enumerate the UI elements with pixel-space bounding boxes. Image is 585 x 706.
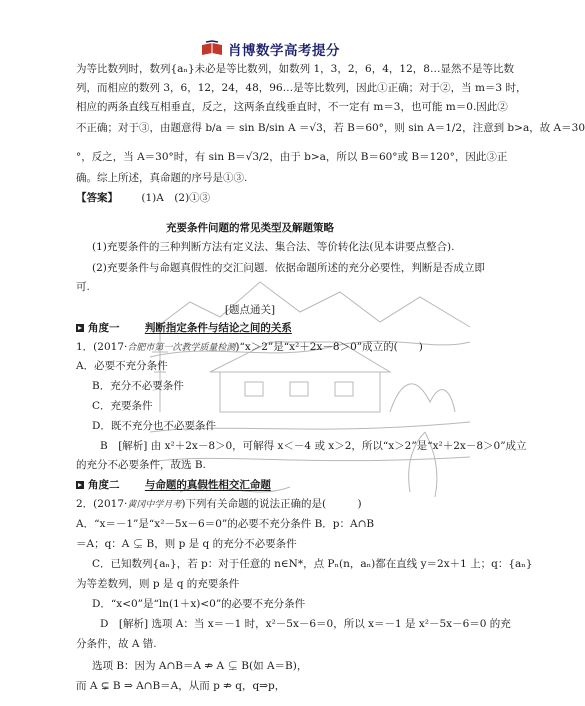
- play-marker-icon: [76, 481, 84, 489]
- q2-option-c2: 为等差数列，则 p 是 q 的充要条件: [76, 578, 240, 590]
- q1-solution-1: B [解析] 由 x²＋2x－8＞0，可解得 x＜－4 或 x＞2，所以“x＞2”是“x²＋2x－8＞0”成立: [100, 440, 527, 452]
- angle1-label: 角度一: [88, 322, 120, 334]
- answer-label: 【答案】: [76, 192, 118, 204]
- answer-line: [76, 191, 460, 205]
- section-p1: (1)充要条件的三种判断方法有定义法、集合法、等价转化法(见本讲要点整合).: [92, 241, 455, 253]
- play-marker-icon: [76, 324, 84, 332]
- drill-title: [题点通关]: [224, 304, 276, 316]
- q1-source: 合肥市第一次教学质量检测: [127, 343, 236, 353]
- prev-line-1: 为等比数列时，数列{aₙ}未必是等比数列，如数列 1，3，2，6，4，12，8…显然不是等比数: [76, 63, 514, 75]
- section-p2a: (2)充要条件与命题真假性的交汇问题．依据命题所述的充分必要性，判断是否成立即: [92, 262, 485, 274]
- q1-number: 1．(2017·: [76, 341, 128, 353]
- q2-stem: [76, 497, 460, 512]
- site-logo: [200, 38, 340, 60]
- answer-value: (1)A (2)①③: [141, 192, 211, 204]
- q2-option-c1: C．已知数列{aₙ}，若 p：对于任意的 n∈N*，点 Pₙ(n，aₙ)都在直线 y＝2x＋1 上；q：{aₙ}: [92, 558, 533, 570]
- q2-solution-2: 分条件，故 A 错.: [76, 638, 157, 650]
- q1-solution-2: 的充分不必要条件，故选 B.: [76, 459, 206, 471]
- q1-option-d: D．既不充分也不必要条件: [92, 420, 216, 432]
- q1-text: )“x＞2”是“x²＋2x－8＞0”成立的( ): [235, 341, 423, 353]
- prev-line-2: 列，而相应的数列 3，6，12，24，48，96…是等比数列，因此①正确；对于②，当 m＝3 时，: [76, 82, 527, 94]
- book-icon: [200, 41, 224, 57]
- q2-solution-3: 选项 B：因为 A∩B＝A ⇏ A ⊊ B(如 A＝B)，: [92, 660, 308, 672]
- q1-stem: [76, 340, 460, 355]
- angle2-label: 角度二: [88, 479, 120, 491]
- angle2-heading: [76, 478, 460, 492]
- q1-option-c: C．充要条件: [92, 400, 153, 412]
- q1-option-a: A．必要不充分条件: [76, 360, 168, 372]
- q2-option-a1: A．“x＝－1”是“x²－5x－6＝0”的必要不充分条件 B．p：A∩B: [76, 518, 375, 530]
- q2-solution-1: D [解析] 选项 A：当 x＝－1 时，x²－5x－6＝0，所以 x＝－1 是 x²－5x－6＝0 的充: [100, 618, 511, 630]
- prev-line-3: 相应的两条直线互相垂直，反之，这两条直线垂直时，不一定有 m＝3，也可能 m＝0.因此②: [76, 101, 508, 113]
- angle1-heading: [76, 321, 460, 335]
- q2-option-d: D．“x<0”是“ln(1＋x)<0”的必要不充分条件: [92, 598, 306, 610]
- q1-option-b: B．充分不必要条件: [92, 380, 184, 392]
- angle2-title: 与命题的真假性相交汇命题: [144, 479, 271, 491]
- q2-text: )下列有关命题的说法正确的是( ): [181, 498, 362, 510]
- section-title: 充要条件问题的常见类型及解题策略: [166, 222, 334, 234]
- q2-number: 2．(2017·: [76, 498, 128, 510]
- prev-line-5: °，反之，当 A＝30°时，有 sin B＝√3/2，由于 b>a，所以 B＝60°或 B＝120°，因此③正: [76, 151, 508, 163]
- q2-option-a2: ＝A；q：A ⊊ B，则 p 是 q 的充分不必要条件: [76, 538, 297, 550]
- prev-line-6: 确。综上所述，真命题的序号是①③.: [76, 172, 248, 184]
- section-p2b: 可.: [76, 281, 90, 293]
- q2-solution-4: 而 A ⊊ B ⇒ A∩B＝A，从而 p ⇏ q，q⇒p，: [76, 680, 286, 692]
- angle1-title: 判断指定条件与结论之间的关系: [144, 322, 292, 334]
- q2-source: 黄冈中学月考: [127, 500, 182, 510]
- logo-text: 肖博数学高考提分: [228, 43, 340, 59]
- prev-line-4: 不正确；对于③，由题意得 b/a ＝ sin B/sin A ＝√3，若 B＝60°，则 sin A＝1/2，注意到 b>a，故 A＝30: [76, 122, 585, 134]
